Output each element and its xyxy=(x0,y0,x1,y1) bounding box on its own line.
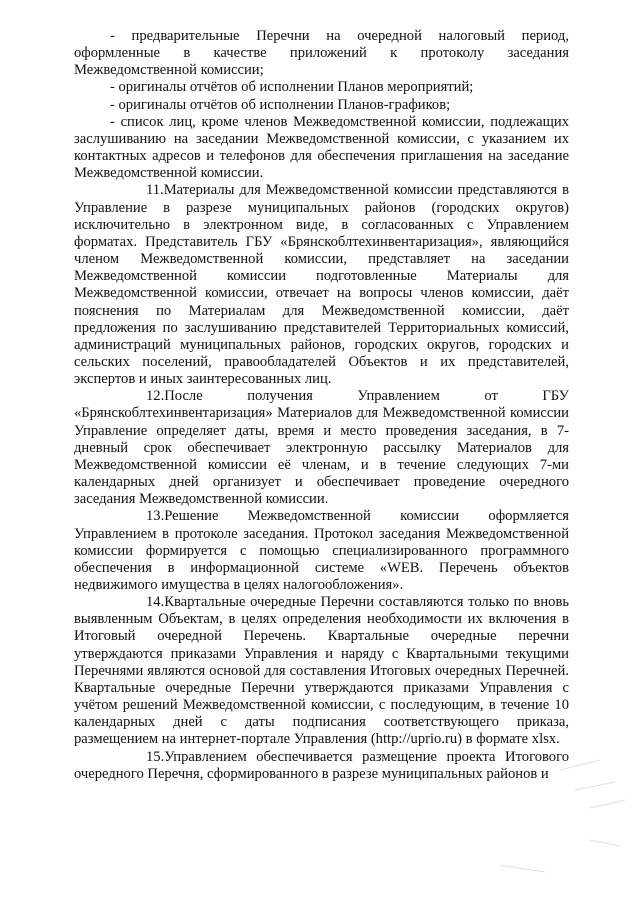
document-page xyxy=(74,28,569,783)
paragraph-15 xyxy=(74,749,569,783)
paragraph-text: Квартальные очередные Перечни составляются только по вновь выявленным Объектам, в целях определения необходимости их включения в Итоговый очередной Перечень. Квартальные очередные перечни утверждаются приказами Управления и наряду с Квартальными текущими Перечнями являются основой для составления Итоговых очередных Перечней. Квартальные очередные Перечни утверждаются приказами Управления с учётом решений Межведомственной комиссии, с последующим, в течение 10 календарных дней с даты подписания соответствующего приказа, размещением на интернет-портале Управления (http://uprio.ru) в формате xlsx. xyxy=(74,594,569,748)
paragraph-text: - предварительные Перечни на очередной налоговый период, оформленные в качестве приложений к протоколу заседания Межведомственной комиссии; xyxy=(74,28,569,79)
paragraph-text: Управлением обеспечивается размещение проекта Итогового очередного Перечня, сформированного в разрезе муниципальных районов и xyxy=(74,748,569,782)
paragraph-number: 11. xyxy=(146,182,164,199)
paragraph-text: - оригиналы отчётов об исполнении Планов мероприятий; xyxy=(110,79,474,96)
paragraph-number: 13. xyxy=(146,508,165,525)
paragraph-text: - список лиц, кроме членов Межведомственной комиссии, подлежащих заслушиванию на заседании Межведомственной комиссии, с указанием их контактных адресов и телефонов для обеспечения приглашения на заседание Межведомственной комиссии. xyxy=(74,113,569,182)
paragraph-text: - оригиналы отчётов об исполнении Планов-графиков; xyxy=(110,96,451,113)
paragraph-11 xyxy=(74,182,569,388)
paragraph-text: После получения Управлением от ГБУ «Брянскоблтехинвентаризация» Материалов для Межведомственной комиссии Управление определяет даты, время и место проведения заседания, в 7-дневный срок обеспечивает электронную рассылку Материалов для Межведомственной комиссии её членам, и в течение следующих 7-ми календарных дней организует и обеспечивает проведение очередного заседания Межведомственной комиссии. xyxy=(74,388,569,508)
paragraph-13 xyxy=(74,508,569,594)
paragraph-12 xyxy=(74,388,569,508)
paragraph-text: Материалы для Межведомственной комиссии представляются в Управление в разрезе муниципальных районов (городских округов) исключительно в электронном виде, в согласованных с Управлением форматах. Представитель ГБУ «Брянскоблтехинвентаризация», являющийся членом Межведомственной комиссии, представляет на заседании Межведомственной комиссии подготовленные Материалы для Межведомственной комиссии, отвечает на вопросы членов комиссии, даёт пояснения по Материалам для Межведомственной комиссии, даёт предложения по заслушиванию представителей Территориальных комиссий, администраций муниципальных районов, городских округов, городских и сельских поселений, правообладателей Объектов и их представителей, экспертов и иных заинтересованных лиц. xyxy=(74,182,569,388)
paragraph-number: 14. xyxy=(146,594,165,611)
paragraph-14 xyxy=(74,594,569,748)
paragraph-bullet-schedule-reports xyxy=(74,97,569,114)
paragraph-number: 15. xyxy=(146,748,165,765)
paragraph-text: Решение Межведомственной комиссии оформляется Управлением в протоколе заседания. Протокол заседания Межведомственной комиссии формируется с помощью специализированного программного обеспечения в информационной системе «WEB. Перечень объектов недвижимого имущества в целях налогообложения». xyxy=(74,508,569,593)
paragraph-number: 12. xyxy=(146,388,165,405)
paragraph-bullet-persons-list xyxy=(74,114,569,183)
paragraph-bullet-preliminary-lists xyxy=(74,28,569,79)
paragraph-bullet-event-plan-reports xyxy=(74,79,569,96)
